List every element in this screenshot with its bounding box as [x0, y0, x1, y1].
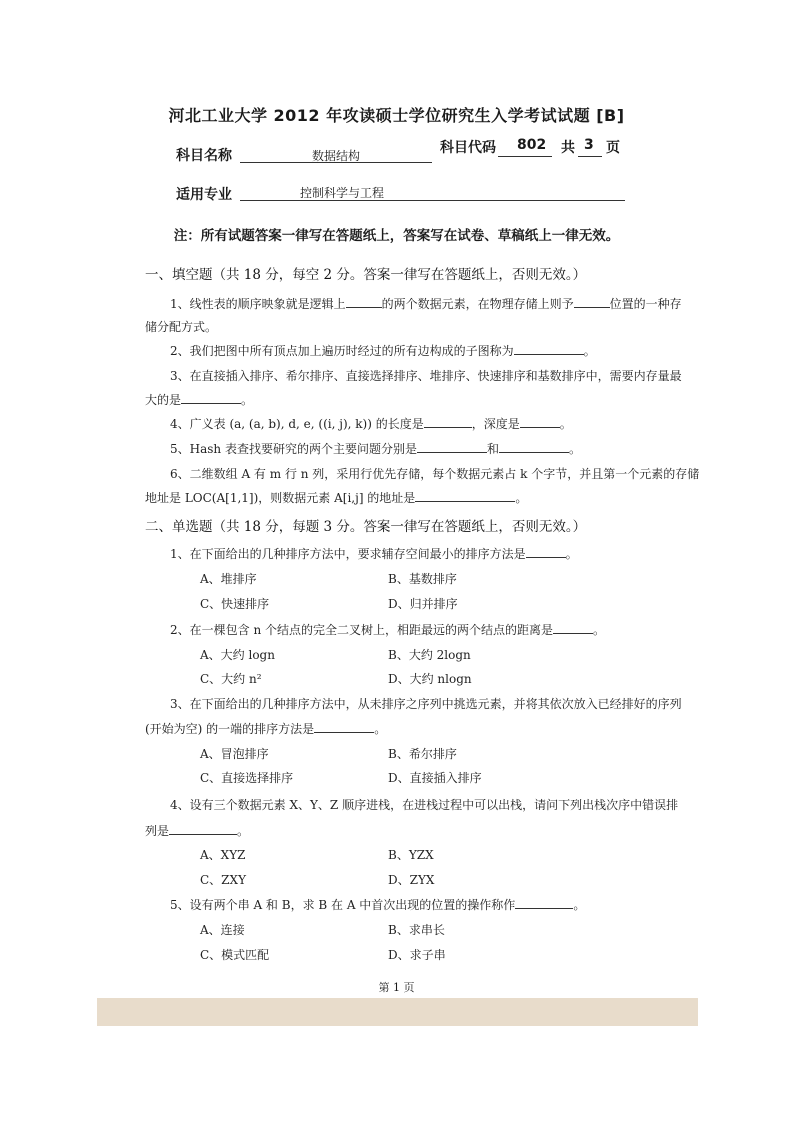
major-value: 控制科学与工程: [300, 186, 385, 200]
blank: [553, 621, 593, 634]
code-label: 科目代码: [440, 140, 496, 156]
blank: [499, 440, 569, 453]
s2-q1-opt-d: D、归并排序: [388, 597, 458, 611]
s2-q1-opt-a: A、堆排序: [200, 572, 257, 586]
s2-q4-line1: 4、设有三个数据元素 X、Y、Z 顺序进栈，在进栈过程中可以出栈，请问下列出栈次序中错误排: [170, 798, 679, 812]
code-value: 802: [517, 137, 547, 153]
pages-prefix: 共: [561, 140, 575, 156]
s2-q2-opt-c: C、大约 n²: [200, 672, 262, 686]
s2-q4-opt-a: A、XYZ: [200, 848, 246, 862]
s2-q5: 5、设有两个串 A 和 B，求 B 在 A 中首次出现的位置的操作称作 。: [170, 898, 586, 912]
blank: [526, 545, 566, 558]
s2-q3-opt-b: B、希尔排序: [388, 747, 457, 761]
s2-q2-opt-a: A、大约 logn: [200, 648, 275, 662]
s1-q3-line1: 3、在直接插入排序、希尔排序、直接选择排序、堆排序、快速排序和基数排序中，需要内存量最: [170, 369, 682, 383]
s2-q4-opt-d: D、ZYX: [388, 873, 435, 887]
s1-q6-line2: 地址是 LOC(A[1,1])，则数据元素 A[i,j] 的地址是 。: [145, 491, 528, 505]
page-number: 第 1 页: [378, 981, 415, 994]
s2-q3-line1: 3、在下面给出的几种排序方法中，从未排序之序列中挑选元素，并将其依次放入已经排好的序列: [170, 697, 682, 711]
blank: [574, 295, 610, 308]
major-label: 适用专业: [176, 187, 232, 203]
blank: [169, 822, 237, 835]
s2-q1-opt-c: C、快速排序: [200, 597, 270, 611]
blank: [520, 415, 560, 428]
page-bottom-band: [97, 998, 698, 1026]
s2-q5-opt-c: C、模式匹配: [200, 948, 270, 962]
s1-q1-line2: 储分配方式。: [145, 320, 218, 334]
subject-value: 数据结构: [312, 149, 361, 163]
s2-q3-opt-a: A、冒泡排序: [200, 747, 269, 761]
pages-suffix: 页: [606, 140, 620, 156]
subject-label: 科目名称: [176, 148, 232, 164]
blank: [181, 391, 241, 404]
s2-q2-opt-b: B、大约 2logn: [388, 648, 471, 662]
s2-q2: 2、在一棵包含 n 个结点的完全二叉树上，相距最远的两个结点的距离是 。: [170, 623, 606, 637]
s2-q4-line2: 列是 。: [145, 824, 250, 838]
s1-q4: 4、广义表 (a, (a, b), d, e, ((i, j), k)) 的长度是 ，深度是 。: [170, 417, 572, 431]
pages-underline: [578, 156, 602, 157]
s1-q6-line1: 6、二维数组 A 有 m 行 n 列，采用行优先存储，每个数据元素占 k 个字节，并且第一个元素的存储: [170, 467, 700, 481]
s2-q4-opt-b: B、YZX: [388, 848, 434, 862]
s1-q2: 2、我们把图中所有顶点加上遍历时经过的所有边构成的子图称为 。: [170, 344, 596, 358]
s2-q5-opt-a: A、连接: [200, 923, 245, 937]
s2-q2-opt-d: D、大约 nlogn: [388, 672, 472, 686]
section2-heading: 二、单选题（共 18 分，每题 3 分。答案一律写在答题纸上，否则无效。）: [145, 519, 587, 535]
blank: [514, 342, 584, 355]
s2-q3-opt-c: C、直接选择排序: [200, 771, 294, 785]
pages-value: 3: [584, 137, 594, 153]
s2-q5-opt-d: D、求子串: [388, 948, 446, 962]
blank: [417, 440, 487, 453]
s1-q5: 5、Hash 表查找要研究的两个主要问题分别是 和 。: [170, 442, 581, 456]
blank: [424, 415, 472, 428]
blank: [346, 295, 382, 308]
s2-q3-line2: (开始为空) 的一端的排序方法是 。: [145, 722, 387, 736]
s1-q1-line1: 1、线性表的顺序映象就是逻辑上 的两个数据元素，在物理存储上则予 位置的一种存: [170, 297, 682, 311]
s2-q4-opt-c: C、ZXY: [200, 873, 246, 887]
blank: [314, 720, 374, 733]
s2-q1: 1、在下面给出的几种排序方法中，要求辅存空间最小的排序方法是 。: [170, 547, 578, 561]
s1-q3-line2: 大的是 。: [145, 393, 254, 407]
section1-heading: 一、填空题（共 18 分，每空 2 分。答案一律写在答题纸上，否则无效。）: [145, 267, 587, 283]
exam-note: 注：所有试题答案一律写在答题纸上，答案写在试卷、草稿纸上一律无效。: [173, 228, 620, 244]
blank: [415, 489, 515, 502]
subject-underline: [240, 162, 432, 163]
s2-q5-opt-b: B、求串长: [388, 923, 445, 937]
code-underline: [498, 156, 552, 157]
blank: [515, 896, 573, 909]
s2-q1-opt-b: B、基数排序: [388, 572, 457, 586]
major-underline: [240, 200, 625, 201]
s2-q3-opt-d: D、直接插入排序: [388, 771, 482, 785]
exam-title: 河北工业大学 2012 年攻读硕士学位研究生入学考试试题 [B]: [168, 106, 625, 125]
